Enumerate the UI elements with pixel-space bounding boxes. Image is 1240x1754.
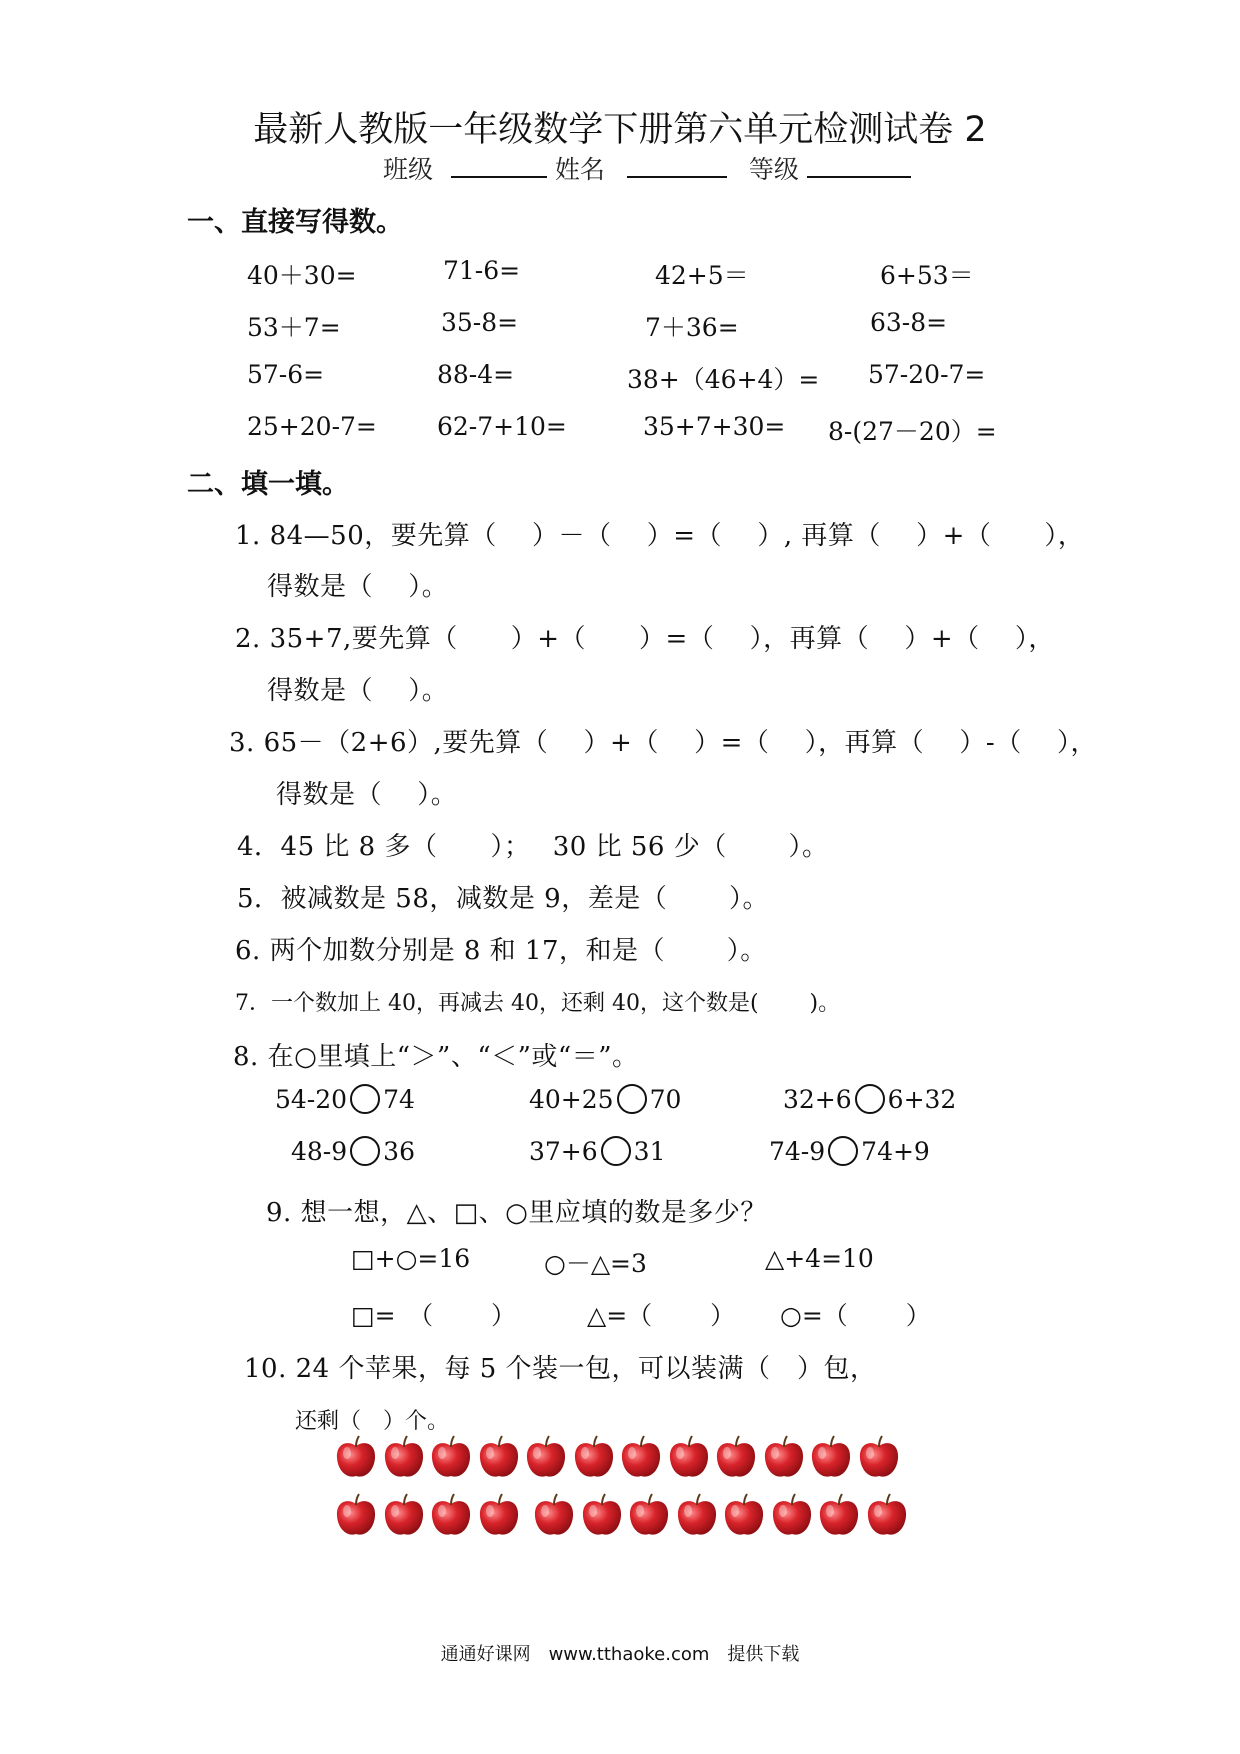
question-10-line1: 10. 24 个苹果，每 5 个装一包，可以装满（ ）包，: [244, 1354, 877, 1384]
calc-item: 7＋36=: [645, 313, 739, 342]
calc-item: 40＋30=: [247, 261, 357, 290]
apple-image: [334, 1492, 378, 1538]
section2-heading: 二、填一填。: [187, 469, 349, 500]
calc-item: 25+20-7=: [247, 412, 377, 441]
answer-circle[interactable]: [617, 1084, 647, 1114]
compare-left: 74-9: [769, 1136, 826, 1166]
answer-circle[interactable]: [828, 1136, 858, 1166]
apple-image: [334, 1434, 378, 1480]
answer-circle[interactable]: [350, 1136, 380, 1166]
apple-image: [722, 1492, 766, 1538]
apple-image: [714, 1434, 758, 1480]
section1-heading: 一、直接写得数。: [187, 207, 403, 238]
compare-right: 6+32: [887, 1084, 957, 1114]
question-9-heading: 9. 想一想，△、□、○里应填的数是多少？: [266, 1198, 767, 1228]
apple-row: [334, 1492, 912, 1538]
compare-item: [783, 1084, 956, 1114]
compare-right: 36: [383, 1136, 415, 1166]
grade-blank: [807, 150, 911, 178]
class-label: 班级: [383, 155, 434, 184]
question-3-line2: 得数是（ ）。: [276, 780, 458, 810]
calc-item: 57-20-7=: [868, 360, 986, 389]
answer-blank: △=（ ）: [587, 1301, 736, 1330]
compare-item: [529, 1084, 681, 1114]
compare-item: [529, 1136, 665, 1166]
apple-image: [382, 1434, 426, 1480]
class-blank: [451, 150, 547, 178]
question-5: 5．被减数是 58，减数是 9，差是（ ）。: [237, 884, 769, 914]
calc-item: 42+5＝: [655, 261, 749, 290]
apple-image: [817, 1492, 861, 1538]
calc-item: 71-6=: [443, 256, 521, 285]
apple-image: [524, 1434, 568, 1480]
answer-blank: □= （ ）: [351, 1301, 517, 1330]
calc-item: 8-(27－20）=: [828, 417, 997, 446]
calc-item: 6+53＝: [880, 261, 974, 290]
compare-left: 32+6: [783, 1084, 852, 1114]
answer-circle[interactable]: [350, 1084, 380, 1114]
answer-circle[interactable]: [855, 1084, 885, 1114]
apple-image: [429, 1434, 473, 1480]
answer-blank: ○=（ ）: [780, 1301, 931, 1330]
compare-left: 37+6: [529, 1136, 598, 1166]
apple-image: [809, 1434, 853, 1480]
info-line: [383, 150, 911, 186]
equation: △+4=10: [765, 1244, 874, 1273]
apple-image: [627, 1492, 671, 1538]
compare-item: [769, 1136, 930, 1166]
question-6: 6. 两个加数分别是 8 和 17，和是（ ）。: [235, 936, 767, 966]
question-2-line2: 得数是（ ）。: [267, 676, 449, 706]
footer-credit: 通通好课网 www.tthaoke.com 提供下载: [440, 1644, 800, 1665]
question-1-line1: 1. 84—50，要先算（ ）－（ ）=（ ）, 再算（ ）+（ ），: [235, 521, 1085, 551]
apple-image: [619, 1434, 663, 1480]
calc-item: 53＋7=: [247, 313, 341, 342]
question-8-heading: 8. 在○里填上“＞”、“＜”或“＝”。: [233, 1042, 639, 1072]
calc-item: 38+（46+4）=: [627, 365, 820, 394]
question-3-line1: 3. 65－（2+6）,要先算（ ）+（ ）=（ ），再算（ ）-（ ），: [229, 728, 1097, 758]
apple-image: [572, 1434, 616, 1480]
compare-left: 54-20: [275, 1084, 348, 1114]
apple-image: [477, 1434, 521, 1480]
compare-item: [291, 1136, 415, 1166]
calc-item: 57-6=: [247, 360, 325, 389]
compare-right: 70: [649, 1084, 682, 1114]
question-1-line2: 得数是（ ）。: [267, 572, 449, 602]
apple-image: [580, 1492, 624, 1538]
calc-item: 88-4=: [437, 360, 515, 389]
calc-item: 35-8=: [441, 308, 519, 337]
compare-left: 48-9: [291, 1136, 348, 1166]
calc-item: 62-7+10=: [437, 412, 567, 441]
compare-left: 40+25: [529, 1084, 614, 1114]
calc-item: 63-8=: [870, 308, 948, 337]
compare-item: [275, 1084, 415, 1114]
question-10-line2: 还剩（ ）个。: [295, 1409, 450, 1434]
apple-row: [334, 1434, 904, 1480]
apple-image: [667, 1434, 711, 1480]
calc-item: 35+7+30=: [643, 412, 786, 441]
grade-label: 等级: [748, 155, 799, 184]
apple-image: [675, 1492, 719, 1538]
apple-image: [762, 1434, 806, 1480]
answer-circle[interactable]: [601, 1136, 631, 1166]
question-7: 7．一个数加上 40，再减去 40，还剩 40，这个数是( )。: [235, 991, 841, 1016]
apple-image: [382, 1492, 426, 1538]
apple-image: [857, 1434, 901, 1480]
question-2-line1: 2. 35+7,要先算（ ）+（ ）=（ ），再算（ ）+（ ），: [235, 624, 1055, 654]
apple-image: [429, 1492, 473, 1538]
apple-image: [532, 1492, 576, 1538]
apple-image: [770, 1492, 814, 1538]
apple-image: [865, 1492, 909, 1538]
compare-right: 31: [633, 1136, 666, 1166]
question-4: 4．45 比 8 多（ ）； 30 比 56 少（ ）。: [237, 832, 829, 862]
equation: ○－△=3: [544, 1249, 647, 1278]
name-blank: [627, 150, 727, 178]
apple-image: [477, 1492, 521, 1538]
equation: □+○=16: [351, 1244, 471, 1273]
compare-right: 74+9: [861, 1136, 930, 1166]
name-label: 姓名: [554, 155, 605, 184]
compare-right: 74: [383, 1084, 415, 1114]
page-title: 最新人教版一年级数学下册第六单元检测试卷 2: [253, 110, 987, 150]
